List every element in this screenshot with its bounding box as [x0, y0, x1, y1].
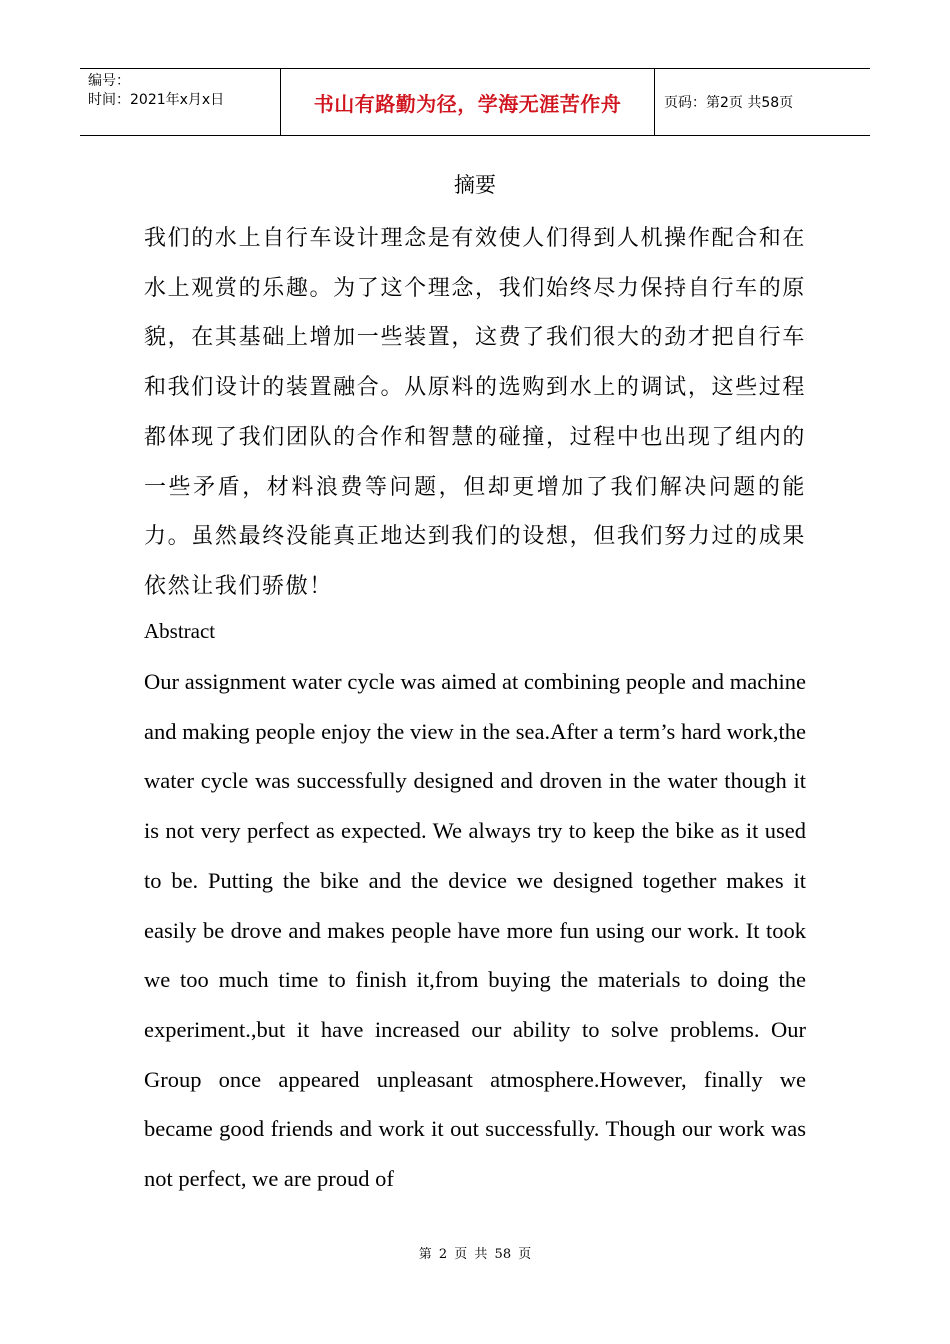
document-date-label: 时间：2021年x月x日 [88, 92, 225, 108]
chinese-abstract-paragraph: 我们的水上自行车设计理念是有效使人们得到人机操作配合和在水上观赏的乐趣。为了这个理念，我们始终尽力保持自行车的原貌，在其基础上增加一些装置，这费了我们很大的劲才把自行车和我们设计的装置融合。从原料的选购到水上的调试，这些过程都体现了我们团队的合作和智慧的碰撞，过程中也出现了组内的一些矛盾，材料浪费等问题，但却更增加了我们解决问题的能力。虽然最终没能真正地达到我们的设想，但我们努力过的成果依然让我们骄傲！ [144, 226, 806, 599]
document-number-label: 编号： [88, 73, 130, 89]
abstract-heading: Abstract [144, 619, 216, 643]
page-footer: 第 2 页 共 58 页 [418, 1247, 532, 1262]
page-header [80, 68, 870, 136]
header-meta [80, 69, 281, 135]
header-motto: 书山有路勤为径，学海无涯苦作舟 [281, 69, 655, 135]
english-abstract-paragraph: Our assignment water cycle was aimed at combining people and machine and making people enjoy the view in the sea.After a term’s hard work,the water cycle was successfully designed and droven in the water though it is not very perfect as expected. We always try to keep the bike as it used to be. Putting the bike and the device we designed together makes it easily be drove and makes people have more fun using our work. It took we too much time to finish it,from buying the materials to doing the experiment.,but it have increased our ability to solve problems. Our Group once appeared unpleasant atmosphere.However, finally we became good friends and work it out successfully. Though our work was not perfect, we are proud of [144, 669, 806, 1192]
header-page-info: 页码：第2页 共58页 [664, 95, 794, 111]
section-title: 摘要 [454, 173, 496, 197]
